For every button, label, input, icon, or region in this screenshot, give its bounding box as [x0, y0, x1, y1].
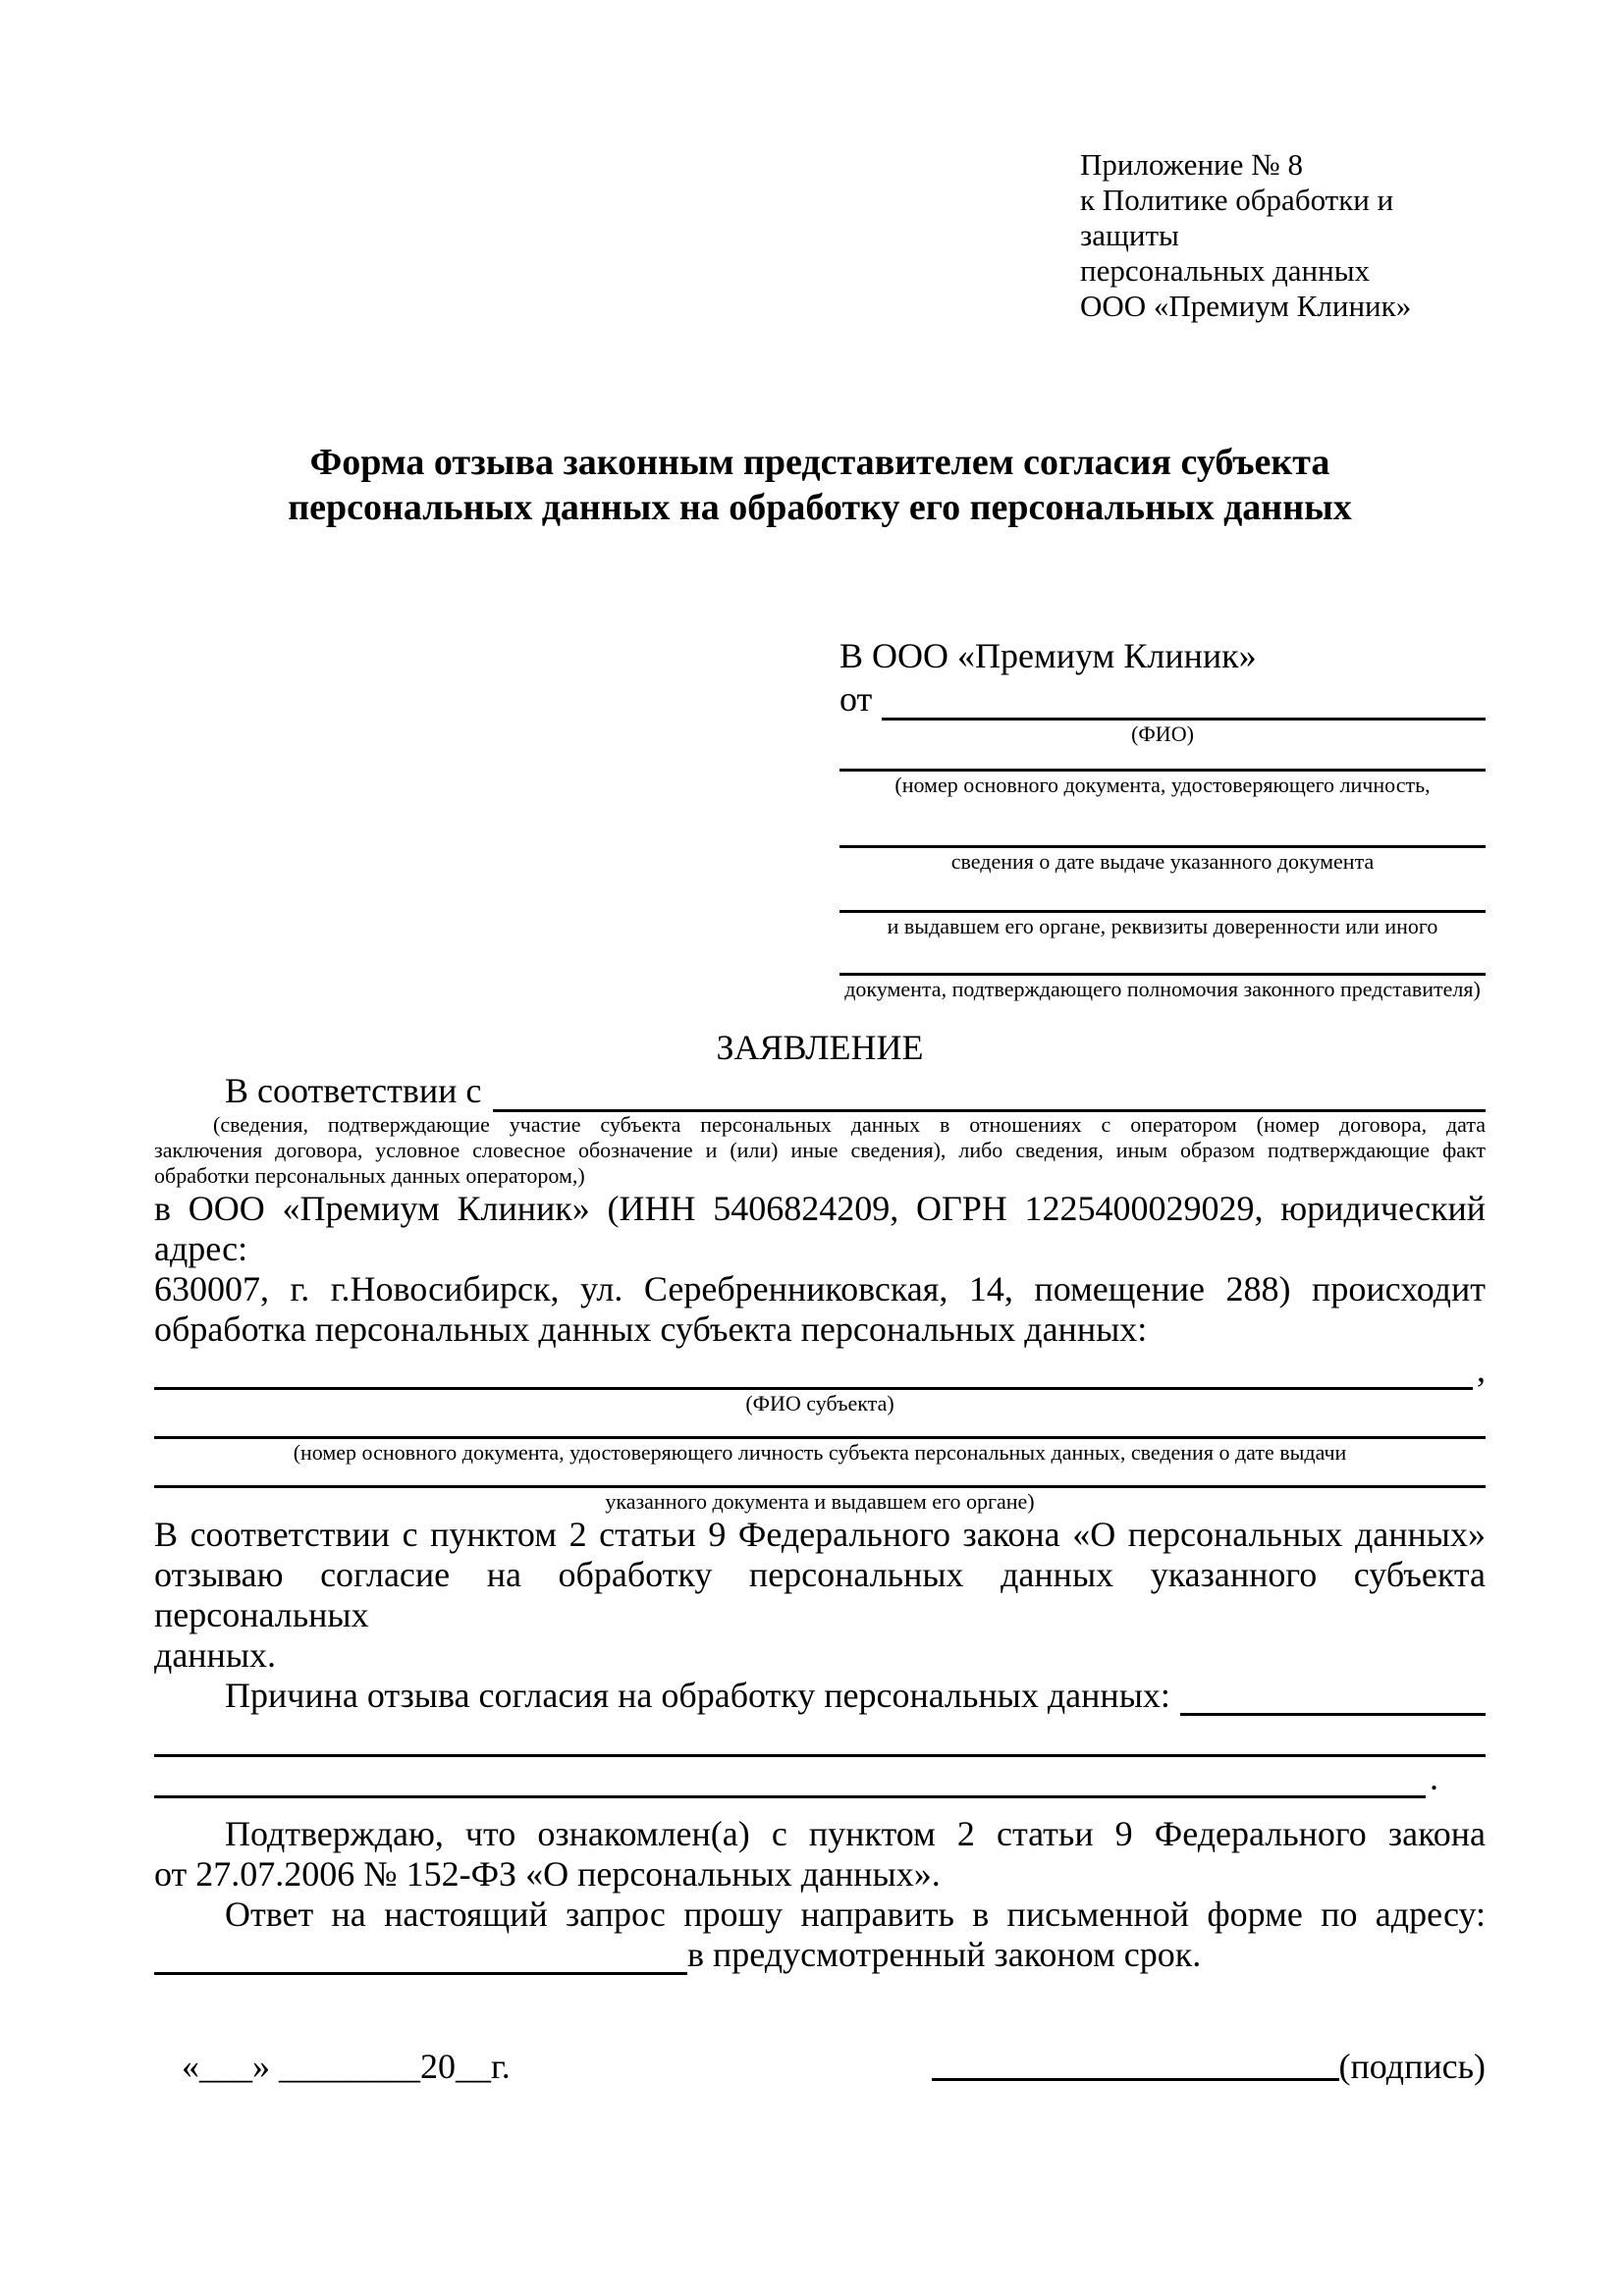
- subject-doc-caption-2: указанного документа и выдавшем его органе): [605, 1489, 1035, 1514]
- fio-caption: (ФИО): [1131, 721, 1194, 746]
- confirm-line-1: Подтверждаю, что ознакомлен(а) с пунктом 2 статьи 9 Федерального закона: [225, 1814, 1486, 1853]
- addressee-block: [839, 634, 1486, 1002]
- appendix-header: [1080, 147, 1486, 324]
- form-title: [154, 440, 1486, 530]
- subject-doc-caption-1: (номер основного документа, удостоверяющего личность субъекта персональных данных, сведения о дате выдачи: [293, 1440, 1347, 1465]
- note-line-2: заключения договора, условное словесное обозначение и (или) иные сведения), либо сведения, иным образом подтверждающие факт: [154, 1138, 1486, 1162]
- accordance-row: [154, 1069, 1486, 1112]
- signature-blank[interactable]: [932, 2077, 1339, 2081]
- appendix-line-3: персональных данных: [1080, 253, 1371, 288]
- withdraw-paragraph: [154, 1515, 1486, 1676]
- footer-row: [154, 2047, 1486, 2087]
- subject-fio-caption: (ФИО субъекта): [745, 1391, 894, 1415]
- response-deadline: в предусмотренный законом срок.: [687, 1935, 1202, 1974]
- appendix-line-1: Приложение № 8: [1080, 147, 1303, 182]
- response-line-2: [154, 1935, 1486, 1975]
- doc-caption-3: и выдавшем его органе, реквизиты доверенности или иного: [887, 914, 1438, 938]
- accordance-note: [154, 1112, 1486, 1189]
- appendix-line-2: к Политике обработки и защиты: [1080, 183, 1394, 252]
- confirm-line-2: от 27.07.2006 № 152-ФЗ «О персональных данных».: [154, 1854, 941, 1894]
- operator-line-1: в ООО «Премиум Клиник» (ИНН 5406824209, ОГРН 1225400029029, юридический адрес:: [154, 1189, 1486, 1268]
- doc-blank-3[interactable]: [839, 875, 1486, 913]
- reason-continuation-blank-2[interactable]: [154, 1757, 1426, 1798]
- accordance-lead: В соответствии с: [225, 1071, 482, 1110]
- withdraw-line-3: данных.: [154, 1635, 277, 1675]
- appendix-line-4: ООО «Премиум Клиник»: [1080, 289, 1412, 323]
- blank-period: .: [1430, 1758, 1438, 1797]
- withdraw-line-1: В соответствии с пунктом 2 статьи 9 Федерального закона «О персональных данных»: [154, 1515, 1486, 1554]
- subject-fio-comma: ,: [1477, 1350, 1486, 1389]
- statement-heading: ЗАЯВЛЕНИЕ: [716, 1028, 924, 1067]
- doc-caption-4: документа, подтверждающего полномочия законного представителя): [844, 977, 1481, 1001]
- note-line-1: (сведения, подтверждающие участие субъекта персональных данных в отношениях с оператором (номер договора, дата: [213, 1112, 1486, 1137]
- operator-line-2: 630007, г. г.Новосибирск, ул. Серебренниковская, 14, помещение 288) происходит: [154, 1269, 1486, 1308]
- subject-fio-row: [154, 1350, 1486, 1390]
- reason-continuation-blank-1[interactable]: [154, 1716, 1486, 1757]
- addressee-from-row: [839, 677, 1486, 721]
- operator-paragraph: [154, 1189, 1486, 1350]
- form-title-line-2: персональных данных на обработку его персональных данных: [288, 487, 1352, 528]
- doc-blank-4[interactable]: [839, 939, 1486, 976]
- doc-caption-2: сведения о дате выдаче указанного документа: [950, 849, 1375, 874]
- reason-lead: Причина отзыва согласия на обработку персональных данных:: [225, 1676, 1170, 1715]
- form-title-line-1: Форма отзыва законным представителем согласия субъекта: [309, 442, 1330, 483]
- response-line-1: Ответ на настоящий запрос прошу направить в письменной форме по адресу:: [225, 1895, 1486, 1934]
- subject-doc-blank-2[interactable]: [154, 1466, 1486, 1488]
- addressee-to: В ООО «Премиум Клиник»: [839, 636, 1257, 675]
- operator-line-3: обработка персональных данных субъекта персональных данных:: [154, 1309, 1148, 1349]
- address-blank[interactable]: [154, 1971, 687, 1975]
- doc-blank-1[interactable]: [839, 747, 1486, 772]
- reason-blank[interactable]: [1180, 1713, 1486, 1716]
- subject-doc-blank-1[interactable]: [154, 1416, 1486, 1439]
- subject-fio-blank[interactable]: [154, 1367, 1473, 1390]
- withdraw-line-2: отзываю согласие на обработку персональных данных указанного субъекта персональных: [154, 1555, 1486, 1634]
- addressee-from-label: от: [839, 679, 873, 719]
- reason-continuation-row-2: [154, 1757, 1486, 1798]
- response-paragraph: [154, 1895, 1486, 1975]
- reason-row: [154, 1676, 1486, 1716]
- signature-caption: (подпись): [1338, 2047, 1486, 2086]
- date-field[interactable]: «___» ________20__г.: [182, 2047, 511, 2086]
- doc-blank-2[interactable]: [839, 798, 1486, 848]
- signature-group: [932, 2047, 1486, 2087]
- confirm-paragraph: [154, 1814, 1486, 1895]
- doc-caption-1: (номер основного документа, удостоверяющего личность,: [894, 773, 1431, 797]
- note-line-3: обработки персональных данных оператором,): [154, 1163, 585, 1188]
